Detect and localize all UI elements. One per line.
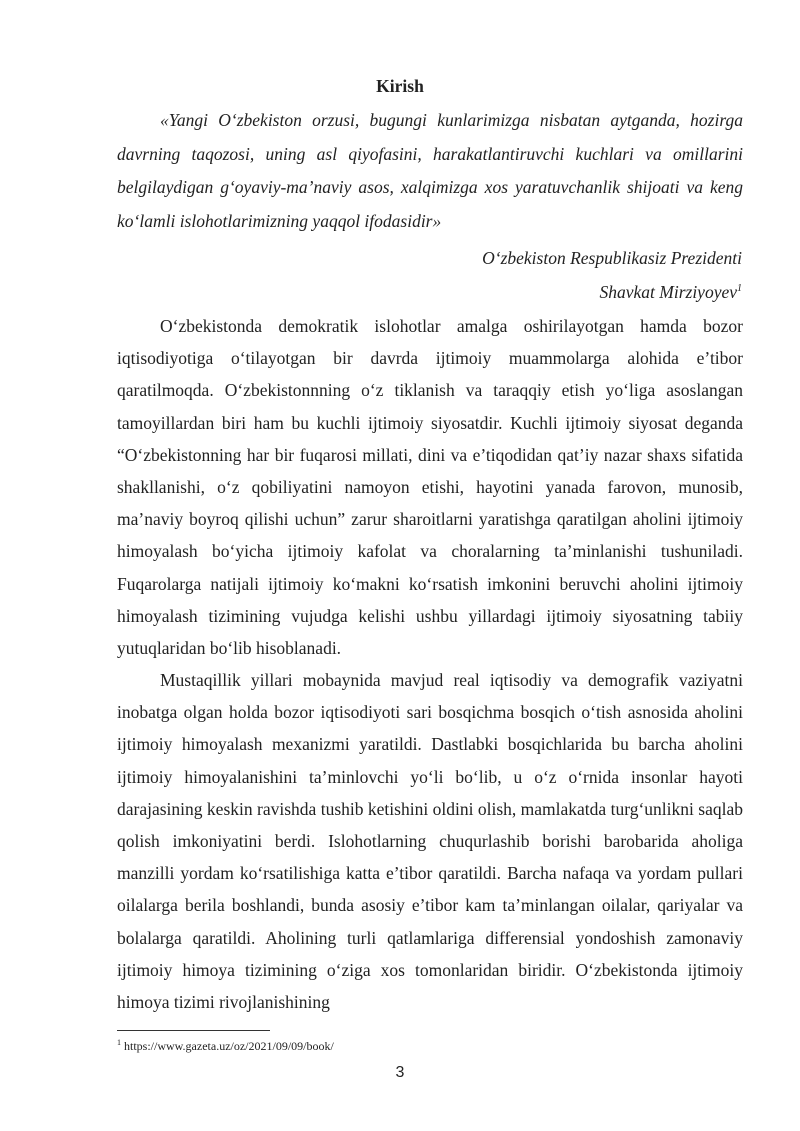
footnote-mark: 1 [117, 1038, 121, 1047]
page-number: 3 [395, 1064, 405, 1081]
section-heading: Kirish [376, 76, 424, 96]
footnote-separator [117, 1030, 270, 1031]
footnote [117, 1039, 334, 1054]
body-paragraph: O‘zbekistonda demokratik islohotlar amalga oshirilayotgan hamda bozor iqtisodiyotiga o‘tilayotgan bir davrda ijtimoiy muammolarga alohida e’tibor qaratilmoqda. O‘zbekistonnning o‘z tiklanish va taraqqiy etish yo‘liga asoslangan tamoyillardan biri ham bu kuchli ijtimoiy siyosatdir. Kuchli ijtimoiy siyosat deganda “O‘zbekistonning har bir fuqarosi millati, dini va e’tiqodidan qat’iy nazar shaxs sifatida shakllanishi, o‘z qobiliyatini namoyon etishi, hayotini yanada farovon, munosib, ma’naviy boyroq qilishi uchun” zarur sharoitlarni yaratishga qaratilgan aholini ijtimoiy himoyalash bo‘yicha ijtimoiy kafolat va choralarning ta’minlanishi tushuniladi. Fuqarolarga natijali ijtimoiy ko‘makni ko‘rsatish imkonini beruvchi aholini ijtimoiy himoyalash tizimining vujudga kelishi ushbu yillardagi ijtimoiy siyosatning tabiiy yutuqlaridan bo‘lib hisoblanadi. [117, 316, 743, 659]
attribution-name: Shavkat Mirziyoyev [599, 282, 737, 302]
footnote-reference: 1 [737, 283, 742, 295]
attribution-title: O‘zbekiston Respublikasiz Prezidenti [482, 248, 742, 268]
epigraph-quote: «Yangi O‘zbekiston orzusi, bugungi kunlarimizga nisbatan aytganda, hozirga davrning taqozosi, uning asl qiyofasini, harakatlantiruvchi kuchlari va omillarini belgilaydigan g‘oyaviy-ma’naviy asos, xalqimizga xos yaratuvchanlik shijoati va keng ko‘lamli islohotlarimizning yaqqol ifodasidir» [117, 110, 743, 231]
footnote-link[interactable]: https://www.gazeta.uz/oz/2021/09/09/book/ [124, 1039, 334, 1053]
attribution-author [599, 276, 742, 310]
body-paragraph: Mustaqillik yillari mobaynida mavjud real iqtisodiy va demografik vaziyatni inobatga olgan holda bozor iqtisodiyoti sari bosqichma bosqich o‘tish asnosida aholini ijtimoiy himoyalash mexanizmi yaratildi. Dastlabki bosqichlarida bu barcha aholini ijtimoiy himoyalanishini ta’minlovchi yo‘li bo‘lib, u o‘z o‘rnida insonlar hayoti darajasining keskin ravishda tushib ketishini oldini olish, mamlakatda turg‘unlikni saqlab qolish imkoniyatini berdi. Islohotlarning chuqurlashib borishi barobarida aholiga manzilli yordam ko‘rsatilishiga katta e’tibor qaratildi. Barcha nafaqa va yordam pullari oilalarga berila boshlandi, bunda asosiy e’tibor kam ta’minlangan oilalar, qariyalar va bolalarga qaratildi. Aholining turli qatlamlariga differensial yondoshish zamonaviy ijtimoiy himoya tizimining o‘ziga xos tomonlaridan biridir. O‘zbekistonda ijtimoiy himoya tizimi rivojlanishining [117, 670, 743, 1013]
